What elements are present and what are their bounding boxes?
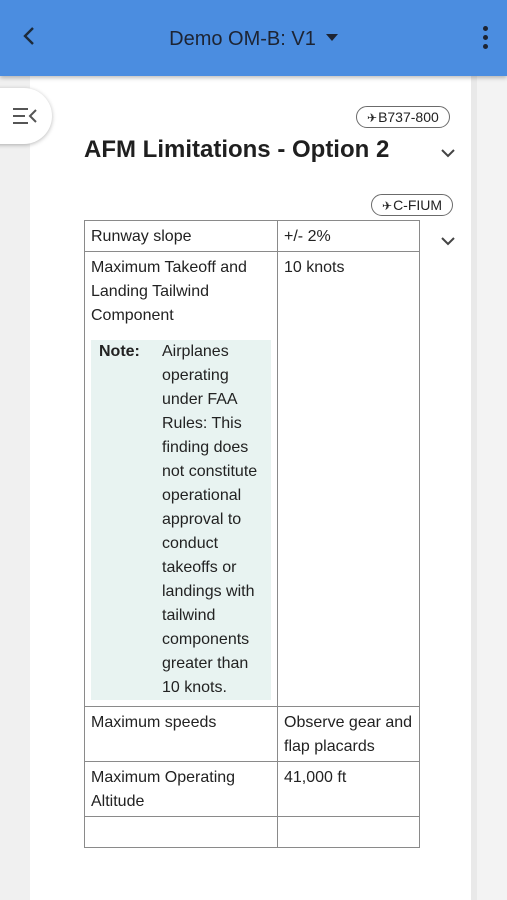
table-row [85, 817, 420, 848]
table-cell-label [85, 817, 278, 848]
table-row [85, 221, 420, 252]
aircraft-type-label: B737-800 [378, 109, 439, 125]
table-cell-value: +/- 2% [278, 221, 420, 252]
toc-toggle-button[interactable] [0, 88, 52, 144]
table-cell-value [278, 817, 420, 848]
toc-icon [12, 106, 38, 126]
table-cell-value: 41,000 ft [278, 762, 420, 817]
left-margin [0, 76, 30, 900]
table-cell-label: Runway slope [85, 221, 278, 252]
table-cell-label: Maximum Operating Altitude [85, 762, 278, 817]
plane-icon: ✈ [382, 199, 393, 213]
aircraft-type-badge[interactable] [356, 106, 450, 128]
table-cell-value: Observe gear and flap placards [278, 707, 420, 762]
table-row [85, 252, 420, 707]
document-title: Demo OM-B: V1 [169, 28, 316, 50]
scrollbar[interactable] [471, 76, 477, 900]
note-box [91, 340, 271, 700]
section-expand-chevron-icon[interactable] [439, 144, 457, 162]
registration-label: C-FIUM [393, 197, 443, 213]
table-expand-chevron-icon[interactable] [439, 232, 457, 250]
more-vert-icon[interactable] [481, 26, 489, 52]
limitations-table [84, 220, 420, 848]
document-selector[interactable] [0, 24, 507, 54]
table-row [85, 707, 420, 762]
dropdown-caret-icon [326, 34, 338, 41]
registration-badge[interactable] [371, 194, 453, 216]
table-cell-value: 10 knots [278, 252, 420, 707]
table-cell-label: Maximum speeds [85, 707, 278, 762]
app-bar [0, 0, 507, 76]
note-text: Airplanes operating under FAA Rules: This finding does not constitute operational approval to conduct takeoffs or landings with tailwind components greater than 10 knots. [162, 343, 258, 696]
table-row [85, 762, 420, 817]
plane-icon: ✈ [367, 111, 378, 125]
table-cell-label [85, 252, 278, 707]
row-label: Maximum Takeoff and Landing Tailwind Component [91, 259, 247, 324]
section-title: AFM Limitations - Option 2 [84, 136, 390, 163]
note-label: Note: [99, 343, 140, 360]
right-margin [476, 76, 507, 900]
